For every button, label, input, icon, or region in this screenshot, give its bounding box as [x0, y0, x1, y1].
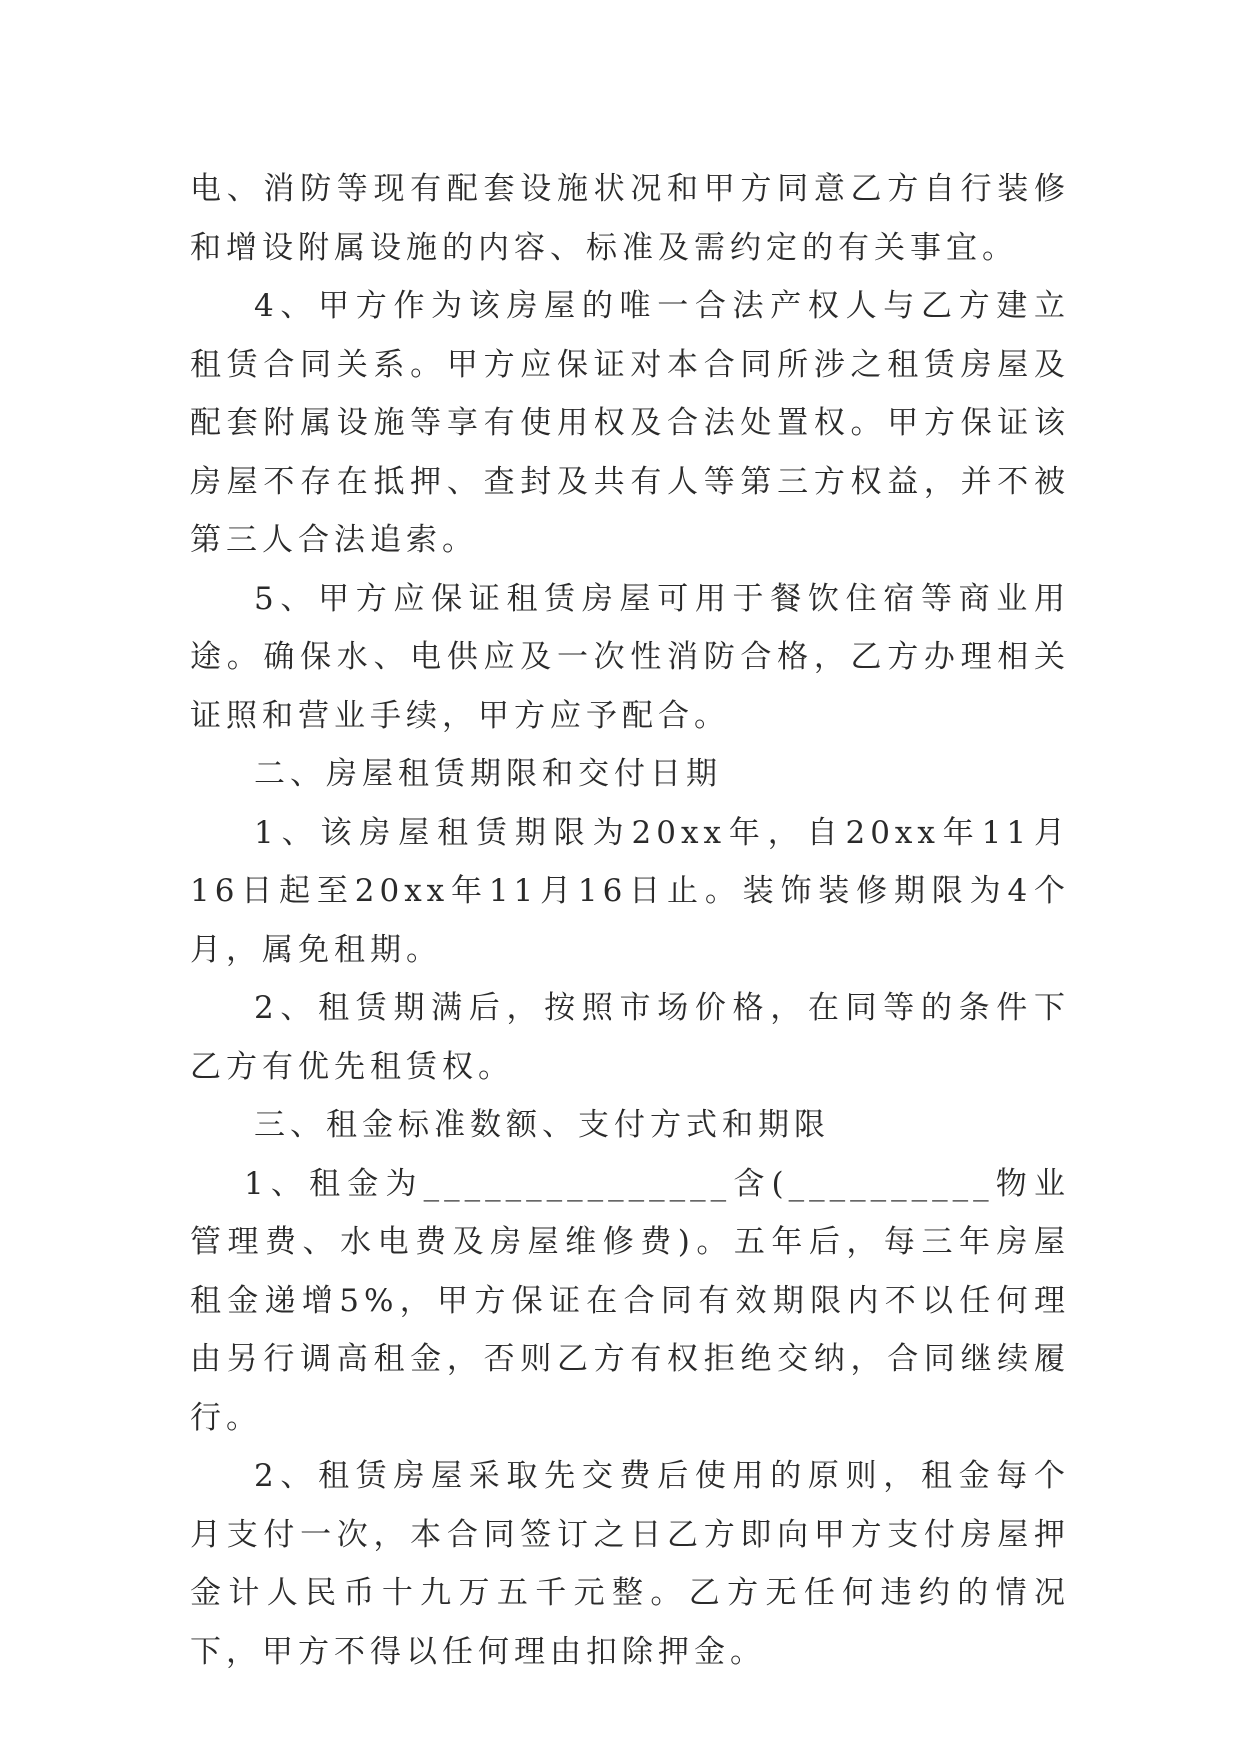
paragraph-clause-5: 5、甲方应保证租赁房屋可用于餐饮住宿等商业用途。确保水、电供应及一次性消防合格，乙方办理相关证照和营业手续，甲方应予配合。: [190, 580, 1070, 734]
paragraph-lease-term-1: 1、该房屋租赁期限为20xx年，自20xx年11月16日起至20xx年11月16日止。装饰装修期限为4个月，属免租期。: [190, 814, 1070, 968]
paragraph-continuation: 电、消防等现有配套设施状况和甲方同意乙方自行装修和增设附属设施的内容、标准及需约定的有关事宜。: [190, 171, 1070, 266]
document-body: [190, 160, 1070, 1681]
section-heading-2: 二、房屋租赁期限和交付日期: [254, 756, 722, 792]
paragraph-clause-4: 4、甲方作为该房屋的唯一合法产权人与乙方建立租赁合同关系。甲方应保证对本合同所涉之租赁房屋及配套附属设施等享有使用权及合法处置权。甲方保证该房屋不存在抵押、查封及共有人等第三方权益，并不被第三人合法追索。: [190, 288, 1070, 558]
paragraph-lease-term-2: 2、租赁期满后，按照市场价格，在同等的条件下乙方有优先租赁权。: [190, 990, 1070, 1085]
paragraph-rent-2: 2、租赁房屋采取先交费后使用的原则，租金每个月支付一次，本合同签订之日乙方即向甲方支付房屋押金计人民币十九万五千元整。乙方无任何违约的情况下，甲方不得以任何理由扣除押金。: [190, 1458, 1070, 1670]
section-heading-3: 三、租金标准数额、支付方式和期限: [254, 1107, 830, 1143]
paragraph-rent-1: 1、租金为_______________含(__________物业管理费、水电费及房屋维修费)。五年后，每三年房屋租金递增5%，甲方保证在合同有效期限内不以任何理由另行调高租金，否则乙方有权拒绝交纳，合同继续履行。: [190, 1165, 1070, 1436]
